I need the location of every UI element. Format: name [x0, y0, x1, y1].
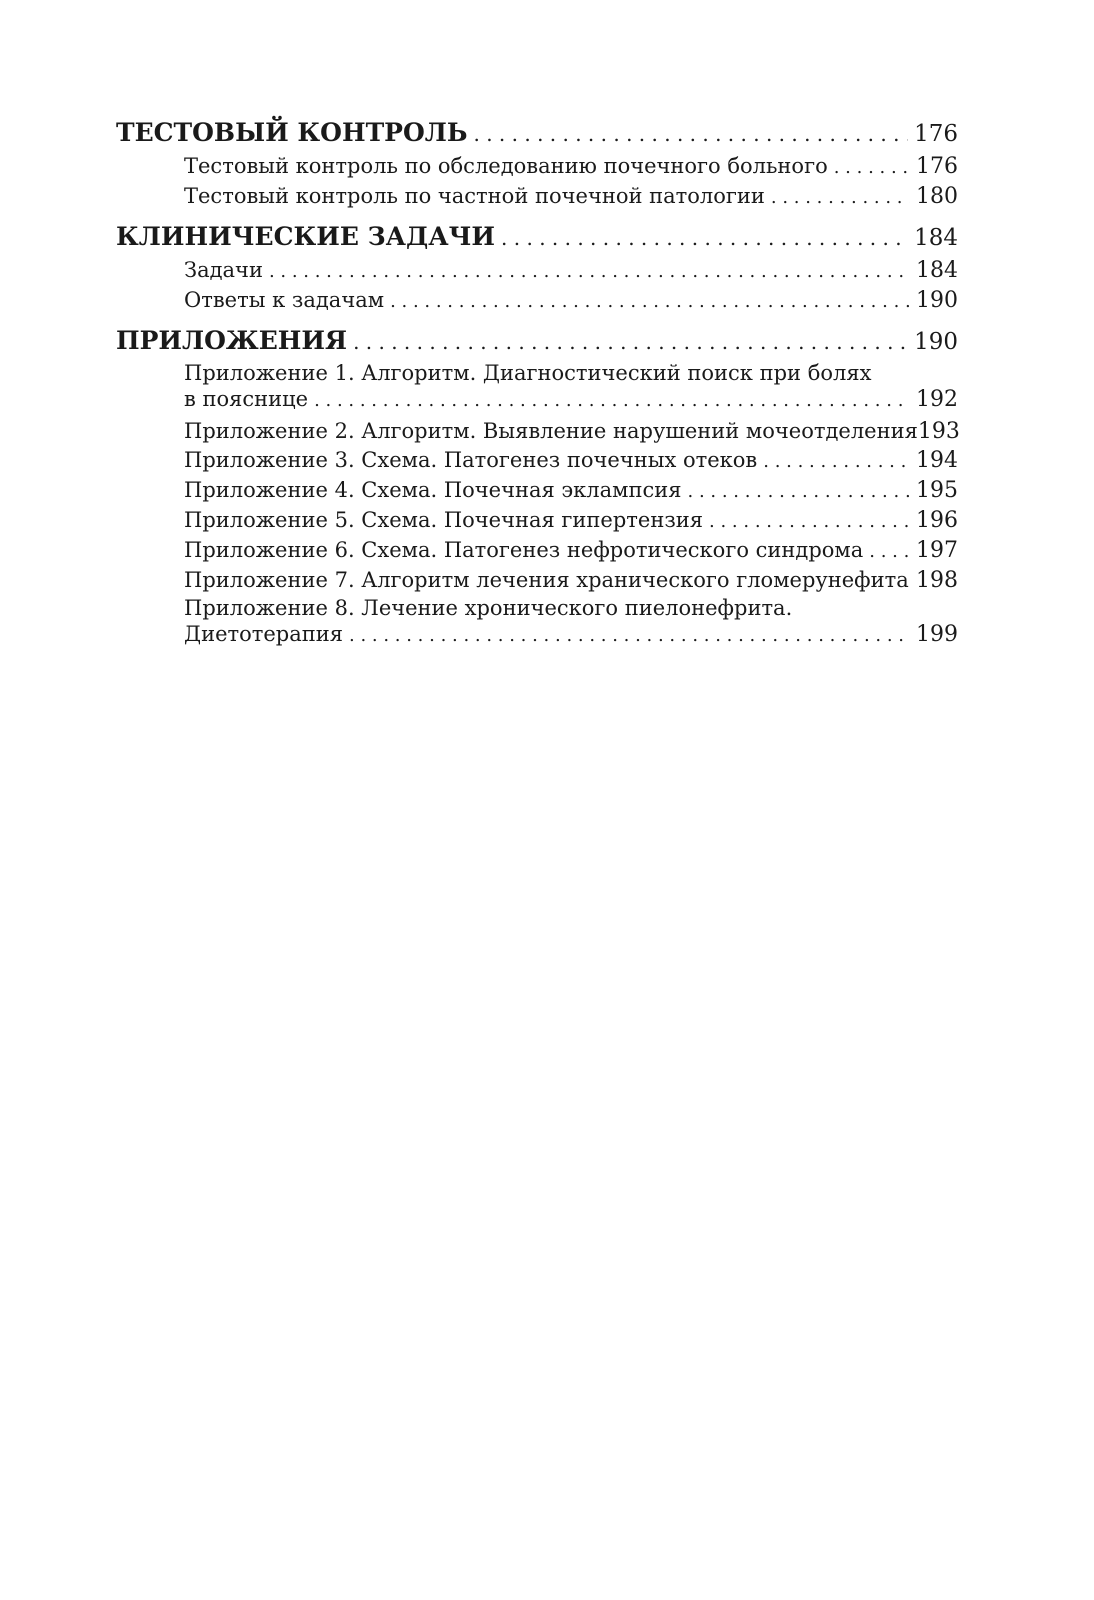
entry-last-line [184, 621, 958, 649]
page-number: 184 [914, 225, 958, 251]
entry-title-continuation: в пояснице [184, 387, 309, 411]
toc-entries [184, 152, 958, 212]
page-number: 180 [916, 184, 958, 209]
entry-title: Приложение 6. Схема. Патогенез нефротического синдрома [184, 538, 864, 562]
section-title: КЛИНИЧЕСКИЕ ЗАДАЧИ [116, 222, 496, 251]
entry-title-continuation: Диетотерапия [184, 622, 344, 646]
toc-section [116, 322, 958, 652]
toc-entry[interactable] [184, 446, 958, 476]
toc-entry[interactable] [184, 566, 958, 595]
toc-entry[interactable] [184, 286, 958, 316]
page-number: 190 [916, 288, 958, 313]
entry-title-line: Приложение 1. Алгоритм. Диагностический поиск при болях [184, 361, 872, 385]
entry-last-line [184, 386, 958, 414]
page-number: 198 [916, 568, 958, 593]
dot-leader [834, 153, 910, 182]
toc-entry[interactable] [184, 256, 958, 286]
toc-entry[interactable] [184, 152, 958, 182]
dot-leader [349, 623, 910, 649]
table-of-contents [116, 114, 958, 652]
toc-entry[interactable] [184, 417, 958, 446]
dot-leader [709, 507, 910, 536]
toc-entry[interactable] [184, 595, 958, 652]
toc-section [116, 114, 958, 212]
entry-title-line: Приложение 8. Лечение хронического пиелонефрита. [184, 596, 793, 620]
toc-section-heading[interactable] [116, 114, 958, 152]
page-number: 192 [916, 387, 958, 412]
toc-entry[interactable] [184, 536, 958, 566]
dot-leader [763, 447, 910, 476]
entry-title: Тестовый контроль по частной почечной патологии [184, 184, 765, 208]
entry-title: Тестовый контроль по обследованию почечного больного [184, 154, 828, 178]
dot-leader [869, 537, 910, 566]
dot-leader [353, 323, 908, 361]
entry-title: Приложение 4. Схема. Почечная эклампсия [184, 478, 682, 502]
entry-title: Приложение 7. Алгоритм лечения хранического гломерунефита [184, 568, 909, 592]
section-title: ПРИЛОЖЕНИЯ [116, 326, 348, 355]
page-number: 190 [914, 329, 958, 355]
section-title: ТЕСТОВЫЙ КОНТРОЛЬ [116, 118, 468, 147]
entry-title: Приложение 5. Схема. Почечная гипертензия [184, 508, 704, 532]
dot-leader [314, 388, 910, 414]
page-number: 196 [916, 508, 958, 533]
toc-entries [184, 360, 958, 652]
page-number: 199 [916, 622, 958, 647]
dot-leader [688, 477, 910, 506]
page-number: 194 [916, 448, 958, 473]
toc-entry[interactable] [184, 360, 958, 417]
dot-leader [269, 257, 910, 286]
page-number: 176 [916, 154, 958, 179]
toc-section [116, 218, 958, 316]
toc-section-heading[interactable] [116, 218, 958, 256]
page-number: 193 [917, 419, 960, 444]
entry-title: Приложение 2. Алгоритм. Выявление нарушений мочеотделения [184, 419, 918, 443]
dot-leader [474, 115, 909, 153]
toc-entry[interactable] [184, 506, 958, 536]
page-number: 197 [916, 538, 958, 563]
entry-title: Задачи [184, 258, 263, 282]
toc-section-heading[interactable] [116, 322, 958, 360]
dot-leader [771, 183, 910, 212]
toc-entry[interactable] [184, 476, 958, 506]
entry-title: Приложение 3. Схема. Патогенез почечных отеков [184, 448, 758, 472]
dot-leader [390, 287, 910, 316]
entry-title: Ответы к задачам [184, 288, 385, 312]
toc-entry[interactable] [184, 182, 958, 212]
dot-leader [501, 219, 908, 257]
toc-entries [184, 256, 958, 316]
page-number: 195 [916, 478, 958, 503]
page-number: 176 [914, 121, 958, 147]
page-number: 184 [916, 258, 958, 283]
